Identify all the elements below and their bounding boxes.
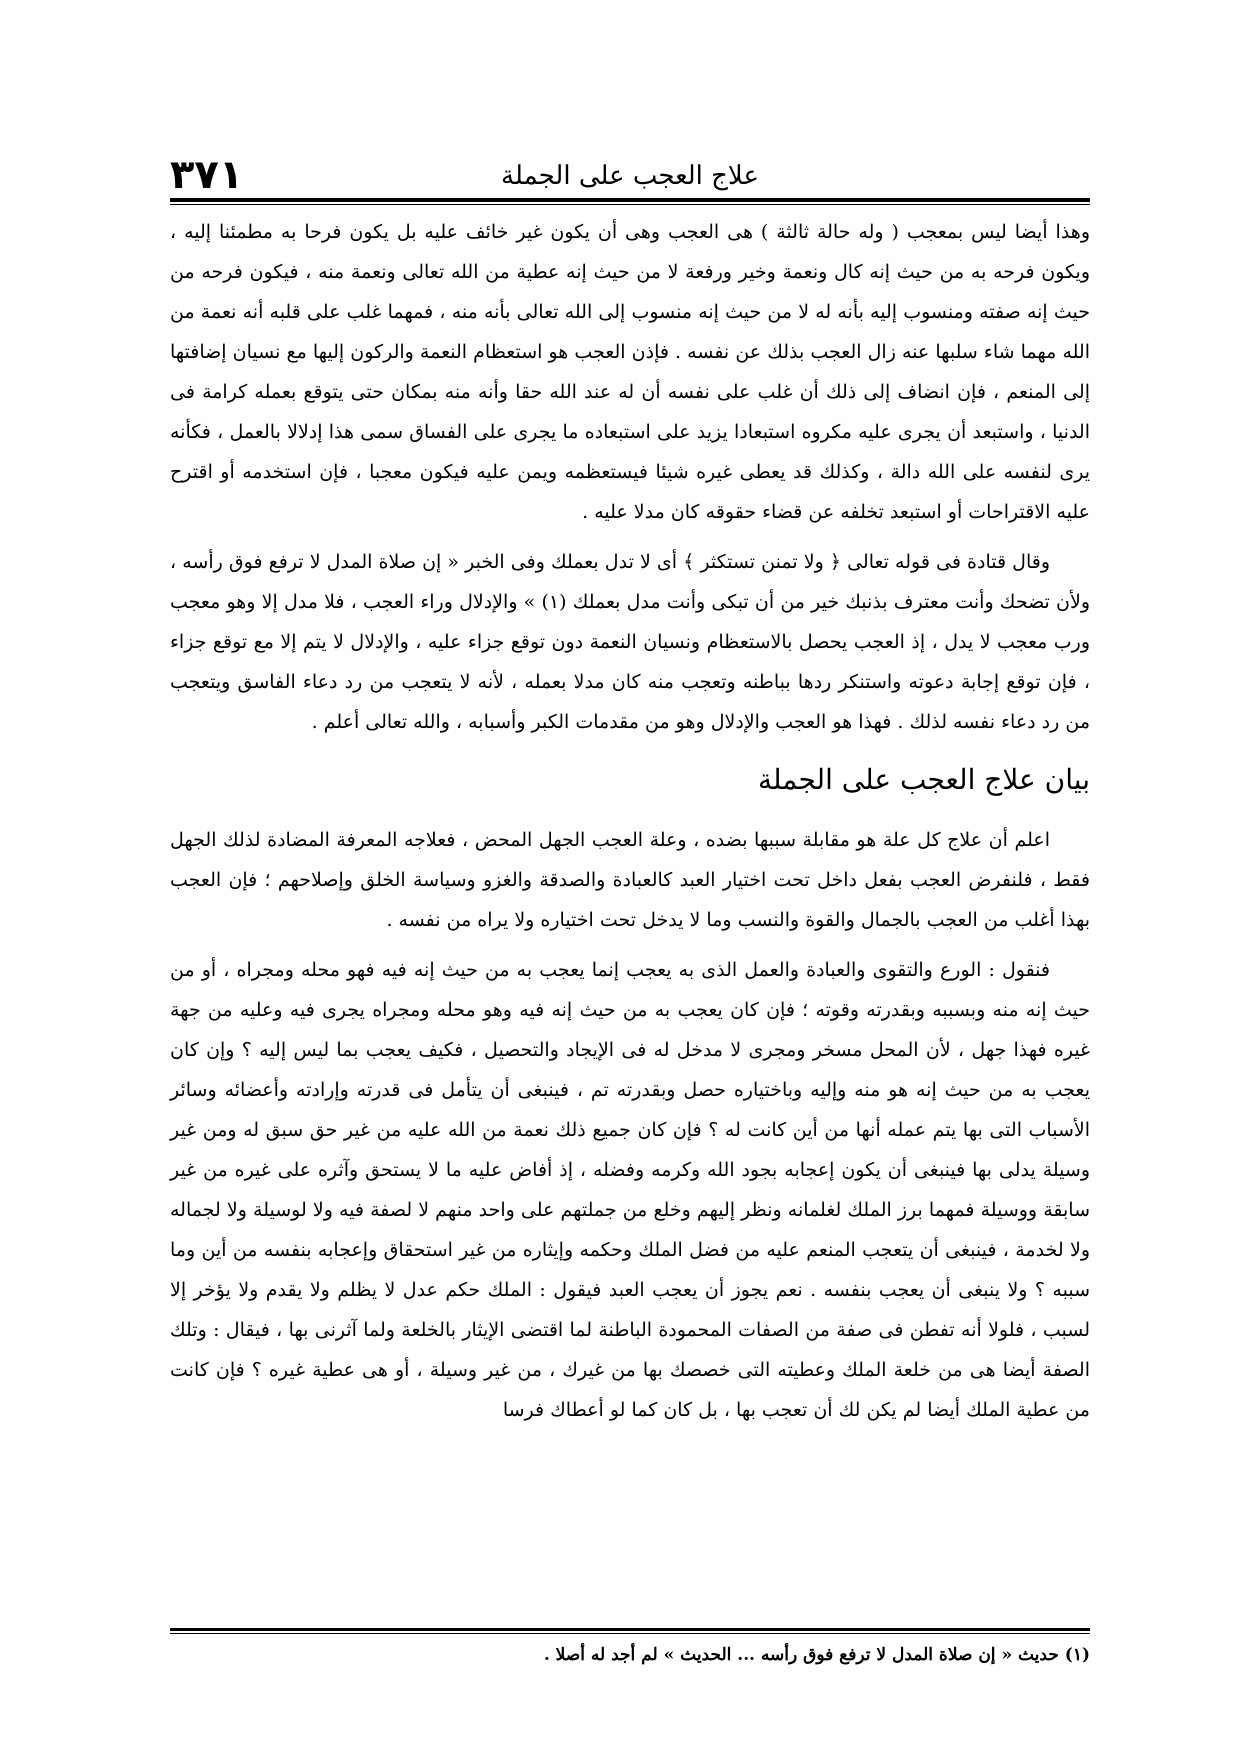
- paragraph: اعلم أن علاج كل علة هو مقابلة سببها بضده ، وعلة العجب الجهل المحض ، فعلاجه المعرفة المضادة لذلك الجهل فقط ، فلنفرض العجب بفعل داخل تحت اختيار العبد كالعبادة والصدقة والغزو وسياسة الخلق وإصلاحهم ؛ فإن العجب بهذا أغلب من العجب بالجمال والقوة والنسب وما لا يدخل تحت اختياره ولا يراه من نفسه .: [170, 829, 1090, 931]
- page-body: [170, 212, 1090, 1440]
- section-heading: بيان علاج العجب على الجملة: [758, 763, 1090, 796]
- footnote: (١) حديث « إن صلاة المدل لا ترفع فوق رأسه ... الحديث » لم أجد له أصلا .: [543, 1645, 1090, 1665]
- paragraph: فنقول : الورع والتقوى والعبادة والعمل الذى به يعجب إنما يعجب به من حيث إنه فيه فهو محله ومجراه ، أو من حيث إنه منه وبسببه وبقدرته وقوته ؛ فإن كان يعجب به من حيث إنه فيه وهو محله ومجراه يجرى فيه وعليه من جهة غيره فهذا جهل ، لأن المحل مسخر ومجرى لا مدخل له فى الإيجاد والتحصيل ، فكيف يعجب بما ليس إليه ؟ وإن كان يعجب به من حيث إنه هو منه وإليه وباختياره حصل وبقدرته تم ، فينبغى أن يتأمل فى قدرته وإرادته وأعضائه وسائر الأسباب التى بها يتم عمله أنها من أين كانت له ؟ فإن كان جميع ذلك نعمة من الله عليه من غير حق سبق له ومن غير وسيلة يدلى بها فينبغى أن يكون إعجابه بجود الله وكرمه وفضله ، إذ أفاض عليه ما لا يستحق وآثره على غيره من غير سابقة ووسيلة فمهما برز الملك لغلمانه ونظر إليهم وخلع من جملتهم على واحد منهم لا لصفة فيه ولا لوسيلة ولا لجماله ولا لخدمة ، فينبغى أن يتعجب المنعم عليه من فضل الملك وحكمه وإيثاره من غير استحقاق وإعجابه بنفسه من أين وما سببه ؟ ولا ينبغى أن يعجب بنفسه . نعم يجوز أن يعجب العبد فيقول : الملك حكم عدل لا يظلم ولا يقدم ولا يؤخر إلا لسبب ، فلولا أنه تفطن فى صفة من الصفات المحمودة الباطنة لما اقتضى الإيثار بالخلعة ولما آثرنى بها ، فيقال : وتلك الصفة أيضا هى من خلعة الملك وعطيته التى خصصك بها من غيرك ، من غير وسيلة ، أو هى عطية غيره ؟ فإن كانت من عطية الملك أيضا لم يكن لك أن تعجب بها ، بل كان كما لو أعطاك فرسا: [170, 959, 1090, 1421]
- paragraph: وقال قتادة فى قوله تعالى ﴿ ولا تمنن تستكثر ﴾ أى لا تدل بعملك وفى الخبر « إن صلاة المدل لا ترفع فوق رأسه ، ولأن تضحك وأنت معترف بذنبك خير من أن تبكى وأنت مدل بعملك (١) » والإدلال وراء العجب ، فلا مدل إلا وهو معجب ورب معجب لا يدل ، إذ العجب يحصل بالاستعظام ونسيان النعمة دون توقع جزاء عليه ، والإدلال لا يتم إلا مع توقع جزاء ، فإن توقع إجابة دعوته واستنكر ردها بباطنه وتعجب منه كان مدلا بعمله ، لأنه لا يتعجب من رد دعاء الفاسق ويتعجب من رد دعاء نفسه لذلك . فهذا هو العجب والإدلال وهو من مقدمات الكبر وأسبابه ، والله تعالى أعلم .: [170, 551, 1090, 733]
- running-title: علاج العجب على الجملة: [501, 161, 759, 191]
- paragraph: وهذا أيضا ليس بمعجب ( وله حالة ثالثة ) هى العجب وهى أن يكون غير خائف عليه بل يكون فرحا به مطمئنا إليه ، ويكون فرحه به من حيث إنه كال ونعمة وخير ورفعة لا من حيث إنه عطية من الله تعالى ونعمة منه ، فيكون فرحه من حيث إنه صفته ومنسوب إليه بأنه له لا من حيث إنه منسوب إلى الله تعالى بأنه منه ، فمهما غلب على قلبه أنه نعمة من الله مهما شاء سلبها عنه زال العجب بذلك عن نفسه . فإذن العجب هو استعظام النعمة والركون إليها مع نسيان إضافتها إلى المنعم ، فإن انضاف إلى ذلك أن غلب على نفسه أن له عند الله حقا وأنه منه بمكان حتى يتوقع بعمله كرامة فى الدنيا ، واستبعد أن يجرى عليه مكروه استبعادا يزيد على استبعاده ما يجرى على الفساق سمى هذا إدلالا بالعمل ، فكأنه يرى لنفسه على الله دالة ، وكذلك قد يعطى غيره شيئا فيستعظمه ويمن عليه فيكون معجبا ، فإن استخدمه أو اقترح عليه الاقتراحات أو استبعد تخلفه عن قضاء حقوقه كان مدلا عليه .: [170, 221, 1090, 523]
- page-number: ٣٧١: [170, 152, 244, 198]
- footnote-rule: [170, 1628, 1090, 1634]
- header-rule: [170, 198, 1090, 205]
- page-header: [170, 150, 1090, 200]
